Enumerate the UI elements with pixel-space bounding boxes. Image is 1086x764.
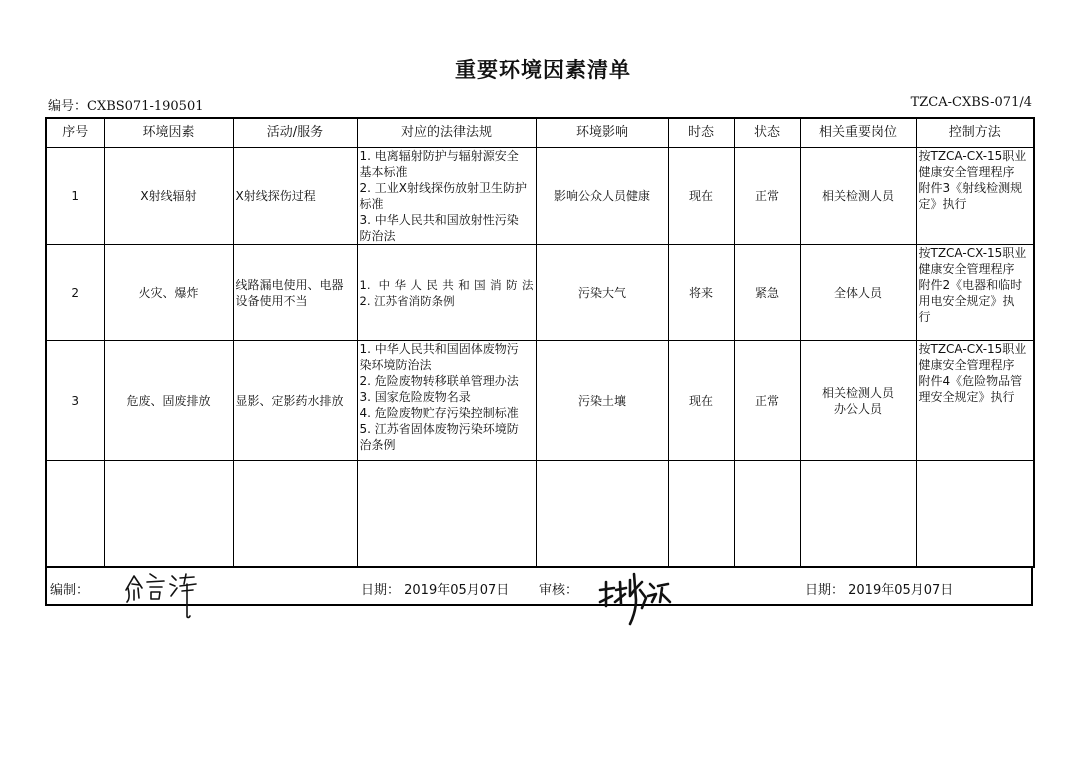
row-state: 正常 (734, 341, 800, 461)
header-posts: 相关重要岗位 (800, 118, 916, 148)
control-line: 健康安全管理程序 (918, 165, 1015, 179)
control-line: 定》执行 (918, 197, 967, 211)
law-line: 染环境防治法 (359, 358, 432, 372)
header-control: 控制方法 (916, 118, 1034, 148)
law-line: 3. 国家危险废物名录 (359, 390, 471, 404)
row-no: 3 (46, 341, 104, 461)
law-line: 防治法 (359, 229, 396, 243)
control-line: 附件4《危险物品管 (918, 374, 1023, 388)
table-header-row (46, 118, 1034, 148)
table-row (46, 148, 1034, 245)
law-line: 3. 中华人民共和国放射性污染 (359, 213, 519, 227)
law-line: 基本标准 (359, 165, 408, 179)
header-no: 序号 (46, 118, 104, 148)
control-line: 用电安全规定》执 (918, 294, 1015, 308)
prepared-date: 日期： 2019年05月07日 (361, 583, 510, 598)
row-state: 紧急 (734, 245, 800, 341)
row-no: 2 (46, 245, 104, 341)
row-tense: 将来 (668, 245, 734, 341)
law-line: 2. 工业X射线探伤放射卫生防护 (359, 181, 527, 195)
law-line: 4. 危险废物贮存污染控制标准 (359, 406, 519, 420)
row-control (916, 245, 1034, 341)
law-line: 标准 (359, 197, 384, 211)
row-factor: 危废、固废排放 (104, 341, 233, 461)
row-posts (800, 148, 916, 245)
activity-line: 设备使用不当 (235, 293, 308, 308)
form-code: TZCA-CXBS-071/4 (910, 95, 1032, 110)
control-line: 按TZCA-CX-15职业 (918, 246, 1027, 260)
control-line: 理安全规定》执行 (918, 390, 1015, 404)
post-line: 办公人员 (833, 401, 882, 416)
row-control (916, 341, 1034, 461)
row-activity: 显影、定影药水排放 (233, 341, 357, 461)
post-line: 全体人员 (833, 285, 882, 300)
header-laws: 对应的法律法规 (357, 118, 536, 148)
row-factor: X射线辐射 (104, 148, 233, 245)
row-posts (800, 245, 916, 341)
table-row (46, 245, 1034, 341)
control-line: 按TZCA-CX-15职业 (918, 149, 1027, 163)
row-no: 1 (46, 148, 104, 245)
row-tense: 现在 (668, 341, 734, 461)
row-impact: 污染大气 (536, 245, 668, 341)
row-factor: 火灾、爆炸 (104, 245, 233, 341)
row-state: 正常 (734, 148, 800, 245)
header-tense: 时态 (668, 118, 734, 148)
header-impact: 环境影响 (536, 118, 668, 148)
empty-cell (536, 461, 668, 567)
law-line: 1. 中华人民共和国消防法 (359, 277, 534, 292)
control-line: 附件3《射线检测规 (918, 181, 1023, 195)
row-laws (357, 245, 536, 341)
header-factor: 环境因素 (104, 118, 233, 148)
row-activity: X射线探伤过程 (233, 148, 357, 245)
row-laws (357, 148, 536, 245)
law-line: 2. 危险废物转移联单管理办法 (359, 374, 519, 388)
table-row-empty (46, 461, 1034, 567)
law-line: 2. 江苏省消防条例 (359, 293, 455, 308)
empty-cell (668, 461, 734, 567)
law-line: 治条例 (359, 438, 396, 452)
document-title: 重要环境因素清单 (455, 58, 631, 82)
environmental-factor-table (45, 117, 1035, 568)
empty-cell (916, 461, 1034, 567)
reviewed-signature-image (596, 568, 676, 626)
control-line: 行 (918, 310, 931, 324)
empty-cell (800, 461, 916, 567)
empty-cell (46, 461, 104, 567)
post-line: 相关检测人员 (821, 189, 894, 203)
control-line: 健康安全管理程序 (918, 358, 1015, 372)
law-line: 1. 电离辐射防护与辐射源安全 (359, 149, 519, 163)
control-line: 附件2《电器和临时 (918, 278, 1023, 292)
control-line: 健康安全管理程序 (918, 262, 1015, 276)
row-tense: 现在 (668, 148, 734, 245)
document-number: 编号：CXBS071-190501 (48, 99, 204, 114)
prepared-signature-image (120, 566, 206, 622)
law-line: 5. 江苏省固体废物污染环境防 (359, 422, 519, 436)
empty-cell (104, 461, 233, 567)
post-line: 相关检测人员 (821, 385, 894, 400)
row-control (916, 148, 1034, 245)
row-posts (800, 341, 916, 461)
row-activity (233, 245, 357, 341)
reviewed-date: 日期： 2019年05月07日 (805, 583, 954, 598)
empty-cell (734, 461, 800, 567)
row-impact: 影响公众人员健康 (536, 148, 668, 245)
control-line: 按TZCA-CX-15职业 (918, 342, 1027, 356)
table-row (46, 341, 1034, 461)
reviewed-by-label: 审核： (539, 583, 579, 598)
prepared-by-label: 编制： (50, 583, 90, 598)
activity-line: 线路漏电使用、电器 (235, 277, 344, 292)
row-impact: 污染土壤 (536, 341, 668, 461)
header-activity: 活动/服务 (233, 118, 357, 148)
empty-cell (233, 461, 357, 567)
header-state: 状态 (734, 118, 800, 148)
empty-cell (357, 461, 536, 567)
law-line: 1. 中华人民共和国固体废物污 (359, 342, 519, 356)
row-laws (357, 341, 536, 461)
